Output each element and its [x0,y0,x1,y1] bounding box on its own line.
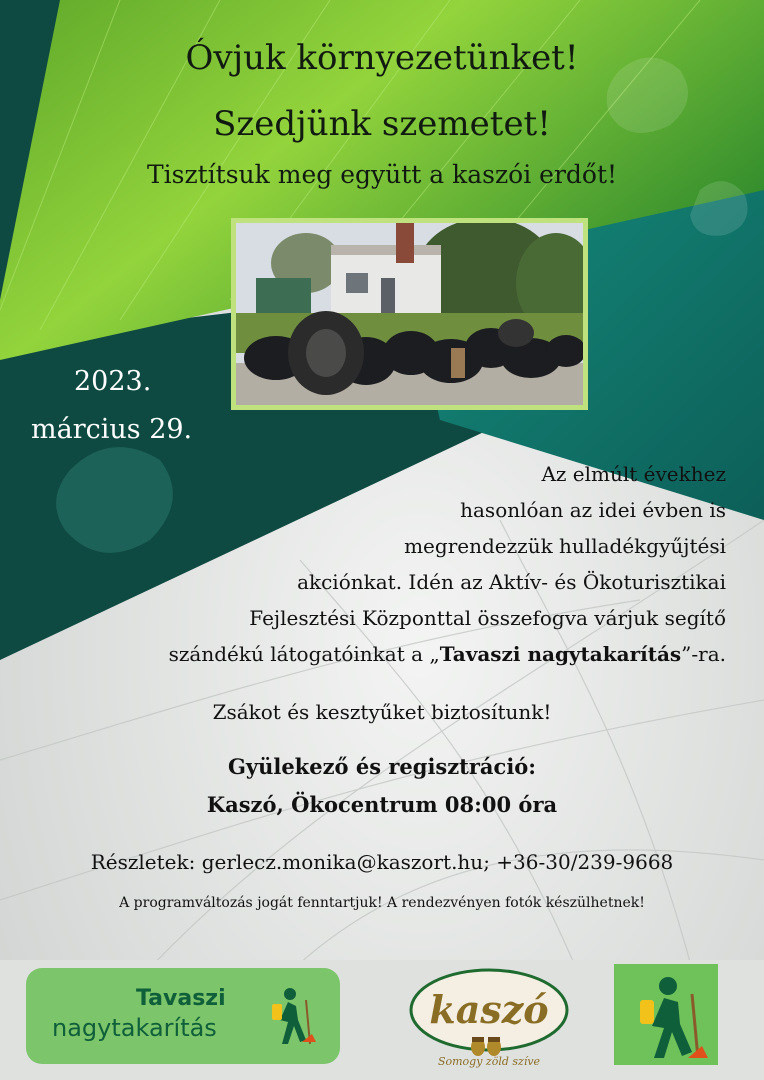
garbage-photo [231,218,588,410]
description-line: megrendezzük hulladékgyűjtési [404,534,726,558]
hiker-icon [262,986,318,1048]
logo-mid-tagline: Somogy zöld szíve [437,1055,541,1068]
event-name: Tavaszi nagytakarítás [439,642,682,666]
event-day: március 29. [31,414,193,445]
description-line: hasonlóan az idei évben is [460,498,726,522]
description-prefix: szándékú látogatóinkat a „ [168,642,440,666]
description-last-line [126,636,726,672]
hiker-icon [614,964,718,1065]
logo-mid-name: kaszó [429,987,549,1032]
logo-left-line2: nagytakarítás [52,1014,217,1042]
description-line: Fejlesztési Központtal összefogva várjuk segítő [249,606,726,630]
description-line: akciónkat. Idén az Aktív- és Ökoturisztikai [297,570,726,594]
meeting-heading: Gyülekező és regisztráció: [227,754,537,779]
disclaimer: A programváltozás jogát fenntartjuk! A rendezvényen fotók készülhetnek! [119,895,645,911]
contact-details: Részletek: gerlecz.monika@kaszort.hu; +36-30/239-9668 [90,850,674,874]
logo-left-line1: Tavaszi [136,986,226,1011]
title-line-2: Szedjünk szemetet! [213,104,551,144]
supplies-note: Zsákot és kesztyűket biztosítunk! [212,700,552,724]
subtitle: Tisztítsuk meg együtt a kaszói erdőt! [146,160,618,189]
event-year: 2023. [74,366,152,397]
meeting-place-time: Kaszó, Ökocentrum 08:00 óra [206,792,558,817]
hiker-logo-square [614,964,718,1065]
kaszo-logo [406,965,572,1070]
description-suffix: ”-ra. [681,642,726,666]
description [126,456,726,672]
title-line-1: Óvjuk környezetünket! [185,38,579,78]
description-line: Az elmúlt évekhez [541,462,726,486]
tavaszi-nagytakaritas-logo [26,968,340,1064]
